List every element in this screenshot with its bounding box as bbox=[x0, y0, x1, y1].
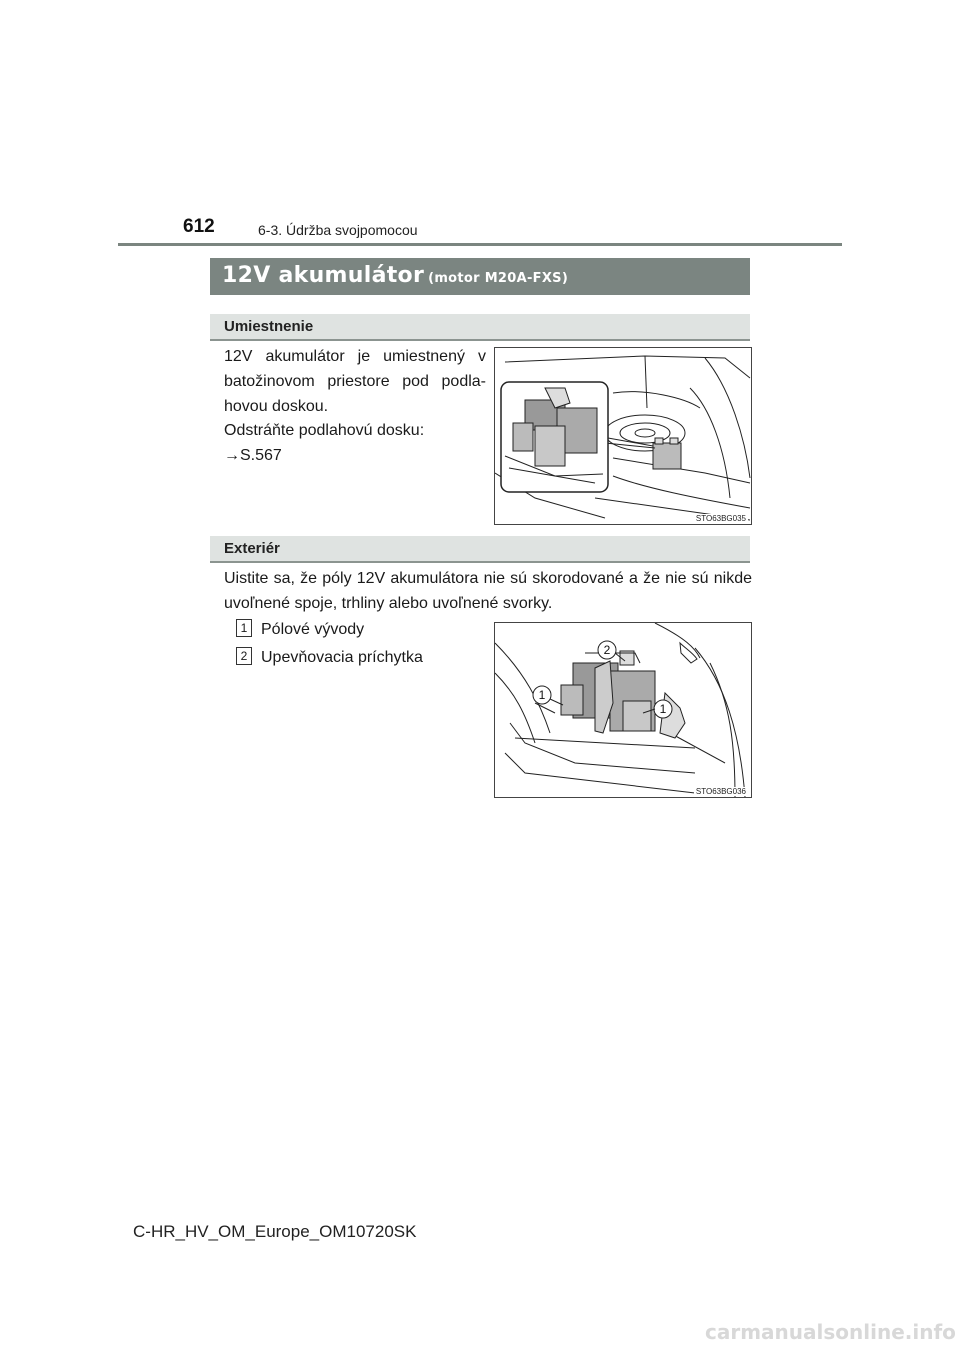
subheading-exterior-label: Exteriér bbox=[224, 540, 280, 557]
list-item bbox=[236, 617, 364, 642]
arrow-right-icon: → bbox=[224, 447, 240, 464]
battery-exterior-figure bbox=[494, 622, 752, 798]
exterior-paragraph: Uistite sa, že póly 12V akumulátora nie sú skorodované a že nie sú nikde uvoľnené spoje, trhliny alebo uvoľnené svorky. bbox=[224, 570, 752, 612]
callout-1: 1 bbox=[538, 688, 546, 702]
page-title-bar bbox=[210, 258, 750, 295]
trunk-illustration bbox=[495, 348, 751, 524]
battery-illustration bbox=[495, 623, 751, 797]
subheading-location-label: Umiestnenie bbox=[224, 318, 314, 335]
location-instruction: Odstráňte podlahovú dosku: bbox=[224, 422, 425, 439]
page-title bbox=[222, 263, 568, 288]
page-title-main: 12V akumulátor bbox=[222, 263, 425, 288]
page-reference-link[interactable] bbox=[224, 443, 282, 468]
watermark: carmanualsonline.info bbox=[705, 1320, 956, 1344]
number-badge: 2 bbox=[236, 647, 252, 665]
list-item bbox=[236, 645, 423, 670]
header-divider bbox=[118, 243, 842, 246]
footer-document-code: C-HR_HV_OM_Europe_OM10720SK bbox=[133, 1222, 417, 1241]
callout-2: 2 bbox=[603, 643, 611, 657]
list-item-label: Pólové vývody bbox=[261, 621, 365, 638]
battery-location-figure bbox=[494, 347, 752, 525]
callout-1b: 1 bbox=[659, 702, 667, 716]
number-badge: 1 bbox=[236, 619, 252, 637]
page-reference-text: S.567 bbox=[240, 447, 282, 464]
figure-code: STO63BG036 bbox=[695, 787, 746, 796]
figure-code: STO63BG035 bbox=[695, 514, 746, 523]
section-breadcrumb: 6-3. Údržba svojpomocou bbox=[258, 222, 418, 238]
subheading-location bbox=[210, 314, 750, 341]
page-number: 612 bbox=[183, 216, 215, 237]
page-title-sub: (motor M20A-FXS) bbox=[428, 271, 569, 286]
subheading-exterior bbox=[210, 536, 750, 563]
location-paragraph: 12V akumulátor je umiestnený v batožinovom priestore pod podla-hovou doskou. bbox=[224, 348, 486, 415]
list-item-label: Upevňovacia príchytka bbox=[261, 649, 423, 666]
